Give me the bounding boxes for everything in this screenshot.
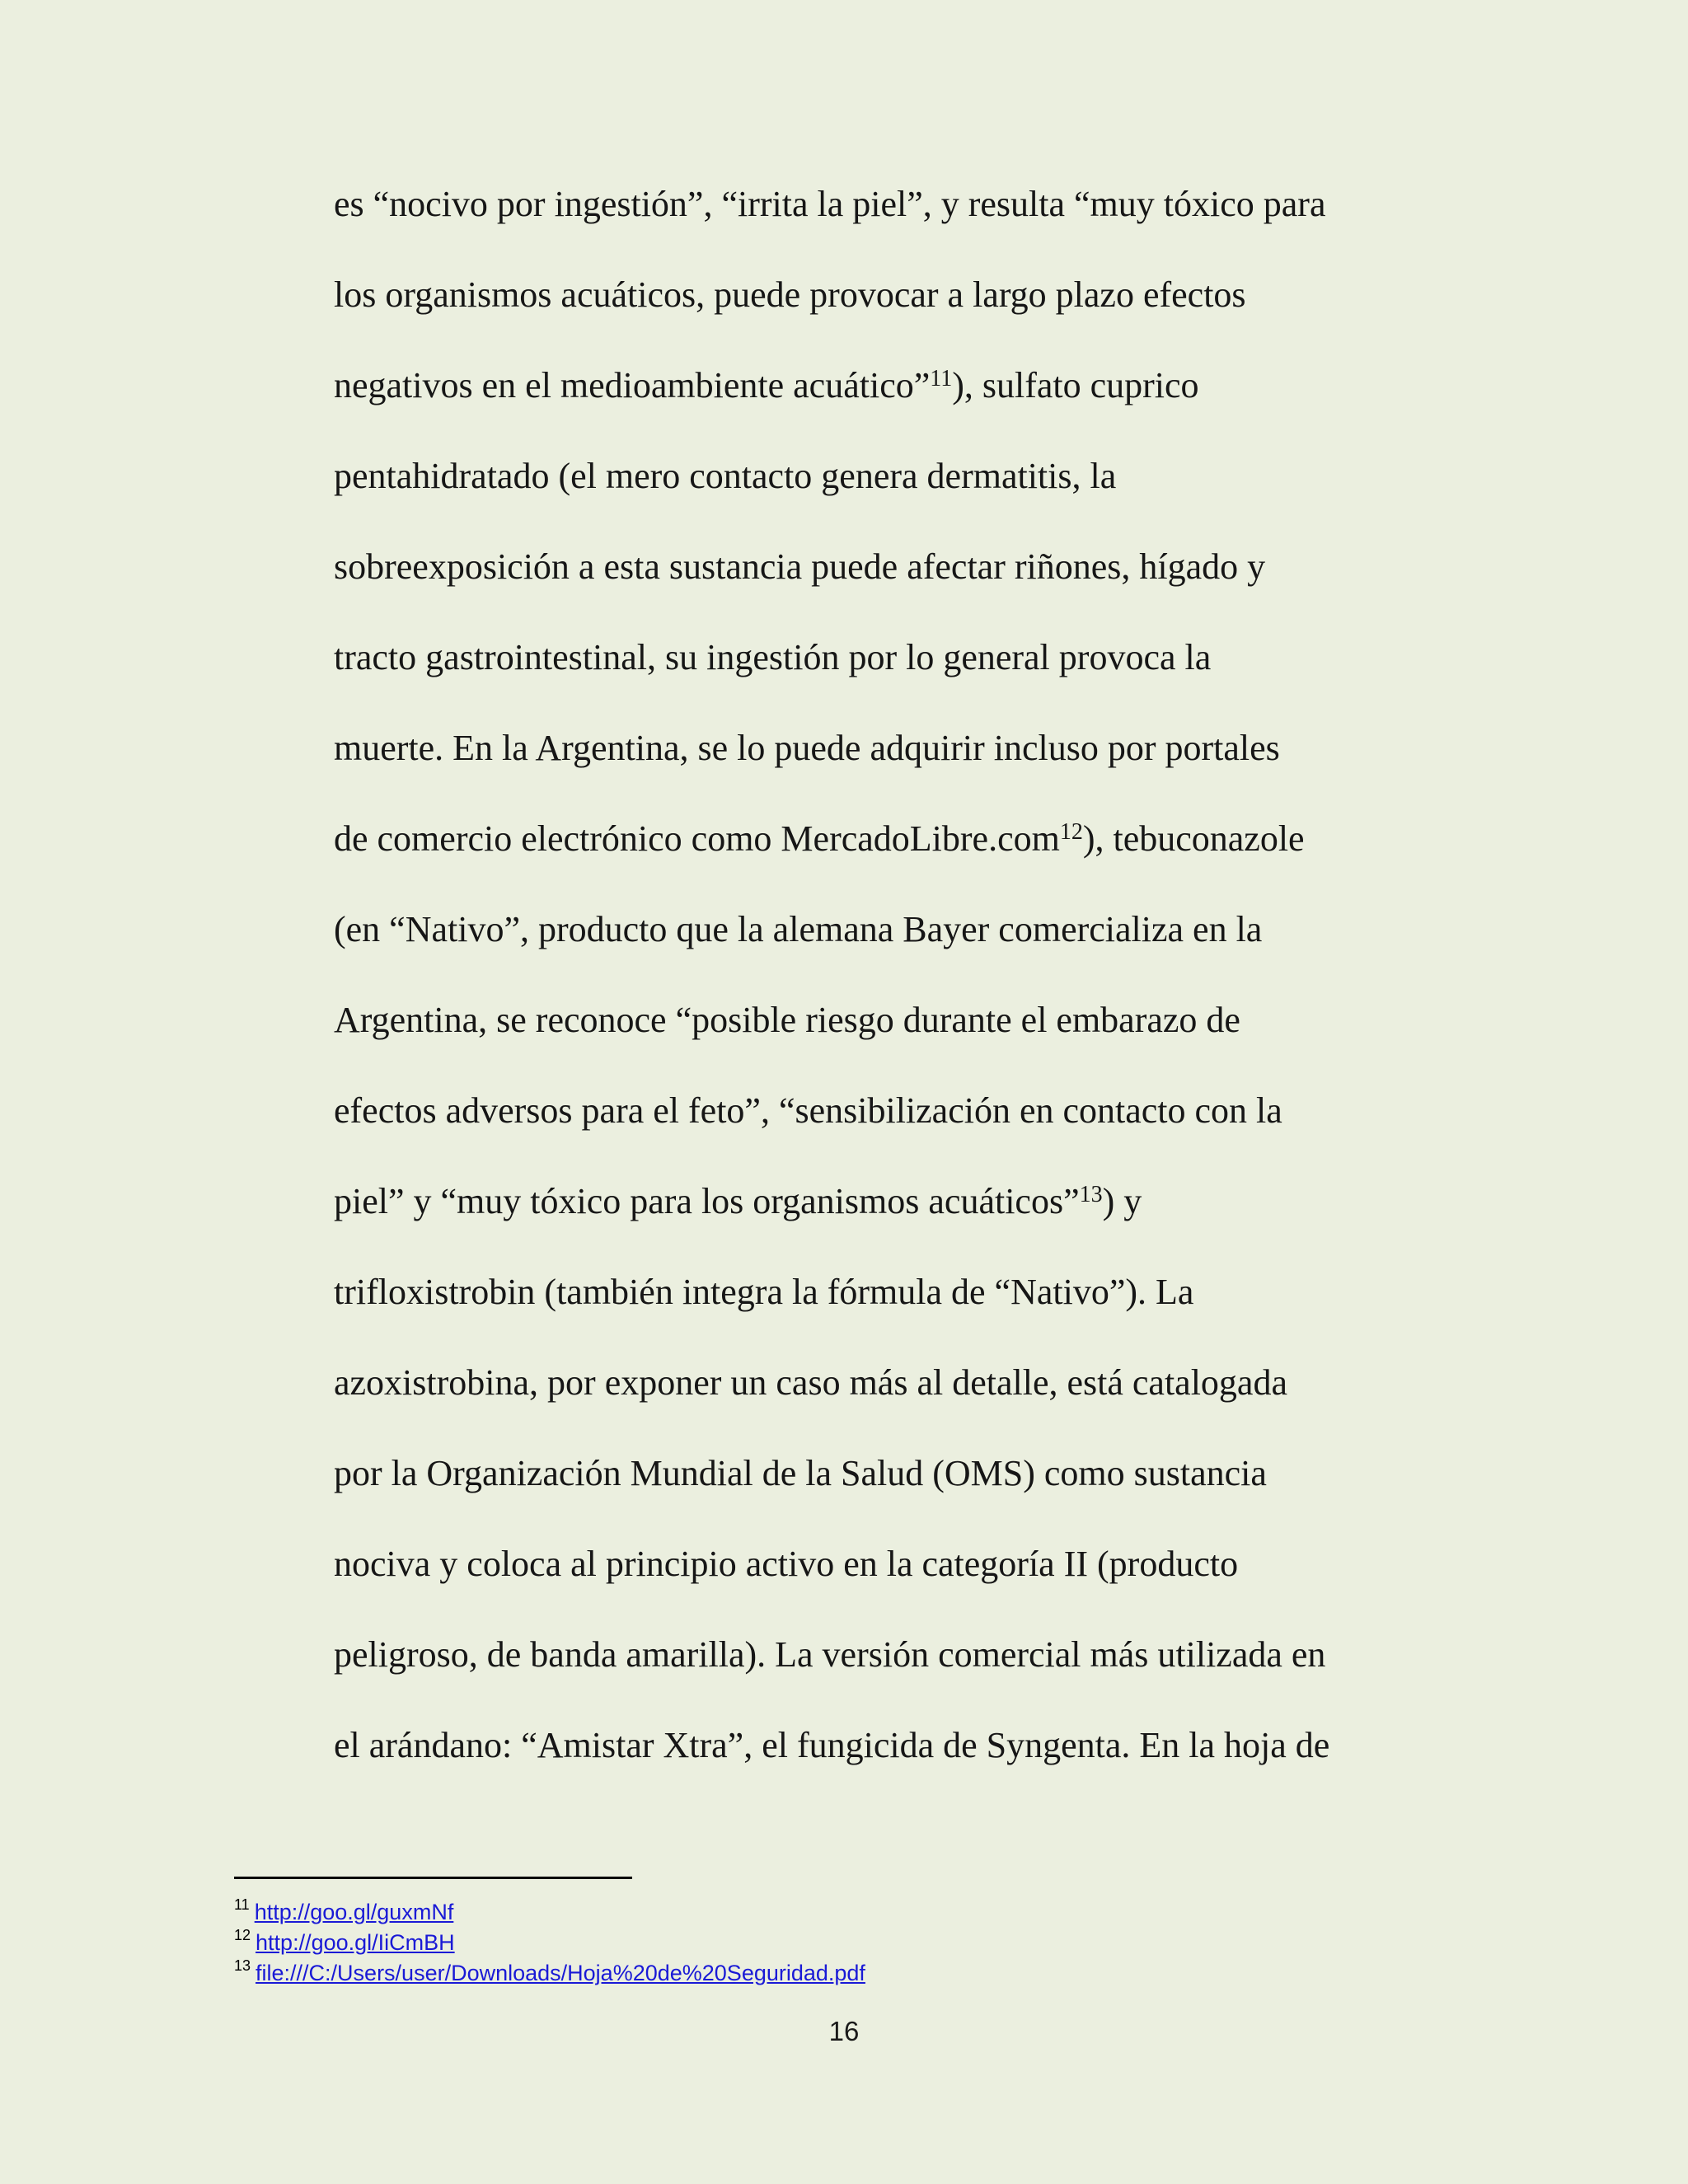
body-line: es “nocivo por ingestión”, “irrita la piel”, y resulta “muy tóxico para (334, 184, 1326, 224)
body-line: muerte. En la Argentina, se lo puede adquirir incluso por portales (334, 728, 1280, 768)
body-line: efectos adversos para el feto”, “sensibilización en contacto con la (334, 1090, 1282, 1131)
footnote-link[interactable]: http://goo.gl/IiCmBH (256, 1930, 455, 1955)
body-line: pentahidratado (el mero contacto genera dermatitis, la (334, 456, 1117, 496)
footnote-number: 13 (234, 1957, 251, 1974)
footnote-13 (234, 1952, 865, 1987)
body-line: el arándano: “Amistar Xtra”, el fungicida de Syngenta. En la hoja de (334, 1725, 1330, 1765)
footnote-link[interactable]: http://goo.gl/guxmNf (254, 1900, 454, 1924)
footnote-number: 12 (234, 1927, 251, 1943)
body-line: piel” y “muy tóxico para los organismos acuáticos”$^{13}$) y (334, 1181, 1142, 1221)
page-number: 16 (828, 2016, 860, 2046)
body-line: por la Organización Mundial de la Salud (OMS) como sustancia (334, 1453, 1267, 1493)
body-line: los organismos acuáticos, puede provocar a largo plazo efectos (334, 274, 1246, 315)
body-line: Argentina, se reconoce “posible riesgo durante el embarazo de (334, 1000, 1240, 1040)
body-line: sobreexposición a esta sustancia puede afectar riñones, hígado y (334, 546, 1266, 587)
body-line: trifloxistrobin (también integra la fórmula de “Nativo”). La (334, 1272, 1194, 1312)
footnote-link[interactable]: file:///C:/Users/user/Downloads/Hoja%20de%20Seguridad.pdf (256, 1961, 865, 1985)
body-line: negativos en el medioambiente acuático”$^{11}$), sulfato cuprico (334, 365, 1199, 405)
footnote-ref-13[interactable]: 13 (1079, 1182, 1103, 1207)
body-line: (en “Nativo”, producto que la alemana Bayer comercializa en la (334, 909, 1263, 949)
body-line: nociva y coloca al principio activo en la categoría II (producto (334, 1544, 1239, 1584)
footnote-ref-11[interactable]: 11 (930, 366, 953, 391)
footnote-number: 11 (234, 1896, 250, 1913)
footnote-separator (234, 1877, 632, 1879)
body-line: peligroso, de banda amarilla). La versión comercial más utilizada en (334, 1634, 1326, 1675)
body-line: de comercio electrónico como MercadoLibre.com$^{12}$), tebuconazole (334, 818, 1305, 859)
body-line: tracto gastrointestinal, su ingestión por lo general provoca la (334, 637, 1212, 677)
body-line: azoxistrobina, por exponer un caso más al detalle, está catalogada (334, 1362, 1287, 1403)
footnote-ref-12[interactable]: 12 (1059, 819, 1083, 845)
